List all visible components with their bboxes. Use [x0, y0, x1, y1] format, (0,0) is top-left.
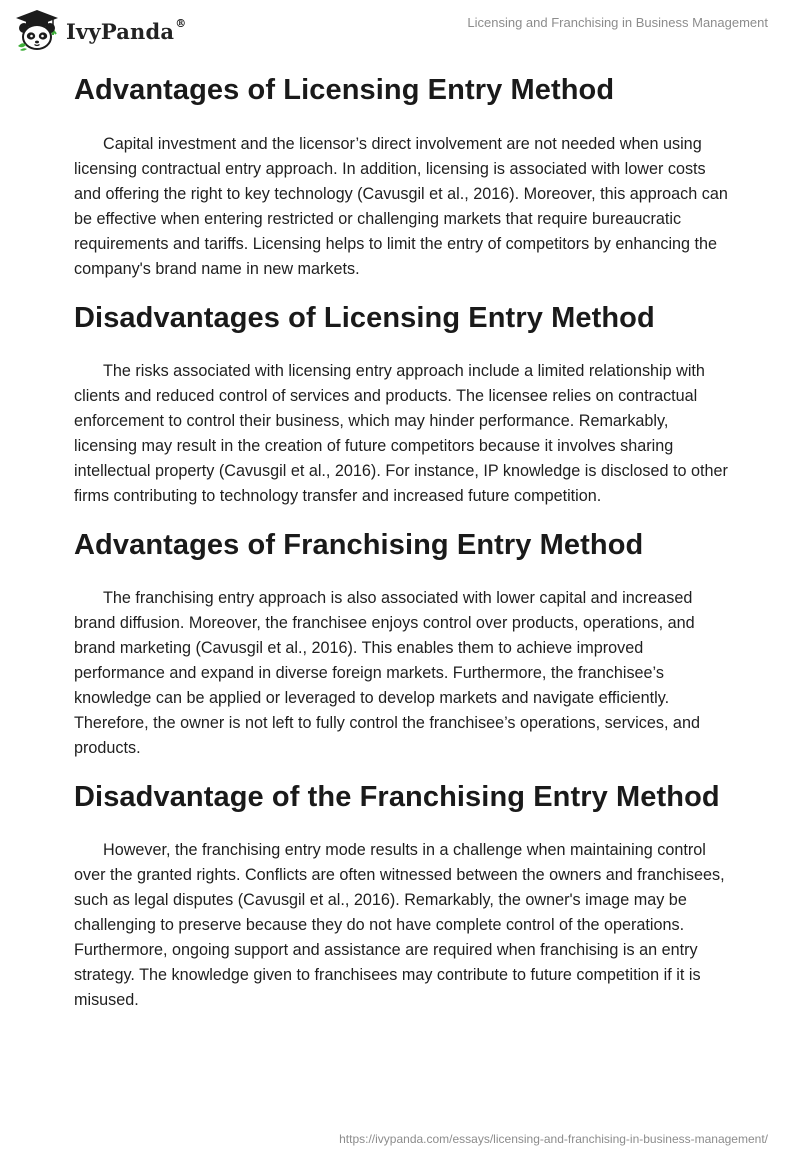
- ivypanda-logo[interactable]: [14, 8, 186, 52]
- section-heading: Disadvantage of the Franchising Entry Method: [74, 781, 720, 813]
- page-header: [0, 0, 800, 60]
- section-heading: Disadvantages of Licensing Entry Method: [74, 302, 655, 334]
- section-paragraph: Capital investment and the licensor’s direct involvement are not needed when using licensing contractual entry approach. In addition, licensing is associated with lower costs and offering the right to key technology (Cavusgil et al., 2016). Moreover, this approach can be effective when entering restricted or challenging markets that require bureaucratic requirements and tariffs. Licensing helps to limit the entry of competitors by enhancing the company's brand name in new markets.: [74, 135, 728, 278]
- source-url-link[interactable]: https://ivypanda.com/essays/licensing-and-franchising-in-business-management/: [339, 1132, 768, 1146]
- brand-name: IvyPanda®: [66, 16, 187, 44]
- document-title: Licensing and Franchising in Business Management: [467, 15, 768, 30]
- section-paragraph: The risks associated with licensing entry approach include a limited relationship with clients and reduced control of services and products. The licensee relies on contractual enforcement to control their business, which may hinder performance. Remarkably, licensing may result in the creation of future competitors because it involves sharing intellectual property (Cavusgil et al., 2016). For instance, IP knowledge is disclosed to other firms contributing to technology transfer and increased future competition.: [74, 362, 728, 505]
- section-paragraph: The franchising entry approach is also associated with lower capital and increased brand diffusion. Moreover, the franchisee enjoys control over products, operations, and brand marketing (Cavusgil et al., 2016). This enables them to achieve improved performance and expand in diverse foreign markets. Furthermore, the franchisee’s knowledge can be applied or leveraged to develop markets and navigate efficiently. Therefore, the owner is not left to fully control the franchisee’s operations, services, and products.: [74, 589, 700, 757]
- section-heading: Advantages of Franchising Entry Method: [74, 529, 644, 561]
- panda-graduate-icon: [14, 8, 60, 52]
- section-heading: Advantages of Licensing Entry Method: [74, 74, 615, 106]
- section-paragraph: However, the franchising entry mode results in a challenge when maintaining control over the granted rights. Conflicts are often witnessed between the owners and franchisees, such as legal disputes (Cavusgil et al., 2016). Remarkably, the owner's image may be challenging to preserve because they do not have complete control of the operations. Furthermore, ongoing support and assistance are required when franchising is an entry strategy. The knowledge given to franchisees may contribute to future competition if it is misused.: [74, 841, 725, 1009]
